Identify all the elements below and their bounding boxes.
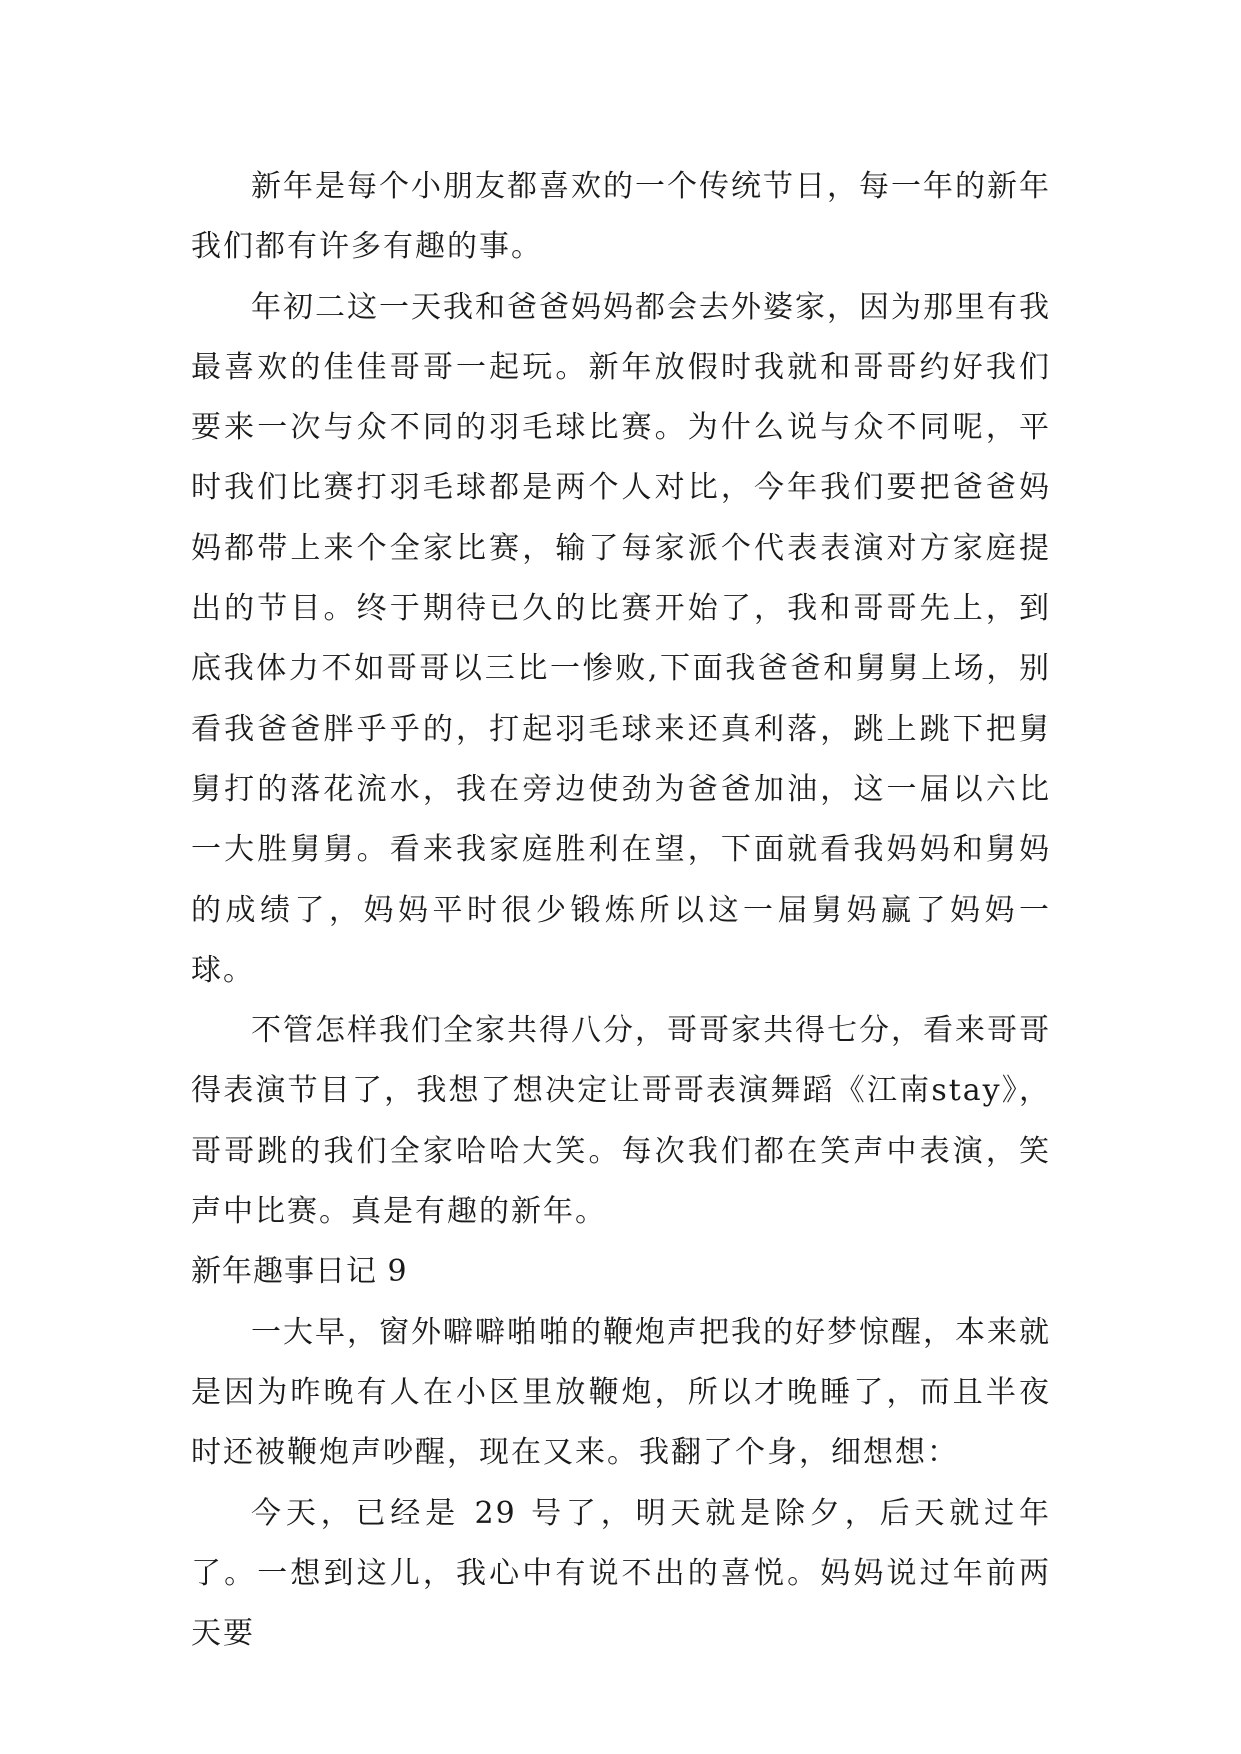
- paragraph-2: 年初二这一天我和爸爸妈妈都会去外婆家，因为那里有我最喜欢的佳佳哥哥一起玩。新年放假时我就和哥哥约好我们要来一次与众不同的羽毛球比赛。为什么说与众不同呢，平时我们比赛打羽毛球都是两个人对比，今年我们要把爸爸妈妈都带上来个全家比赛，输了每家派个代表表演对方家庭提出的节目。终于期待已久的比赛开始了，我和哥哥先上，到底我体力不如哥哥以三比一惨败,下面我爸爸和舅舅上场，别看我爸爸胖乎乎的，打起羽毛球来还真利落，跳上跳下把舅舅打的落花流水，我在旁边使劲为爸爸加油，这一届以六比一大胜舅舅。看来我家庭胜利在望，下面就看我妈妈和舅妈的成绩了，妈妈平时很少锻炼所以这一届舅妈赢了妈妈一球。: [191, 289, 1051, 988]
- section-title: 新年趣事日记 9: [191, 1254, 408, 1290]
- paragraph-3: 不管怎样我们全家共得八分，哥哥家共得七分，看来哥哥得表演节目了，我想了想决定让哥哥表演舞蹈《江南stay》，哥哥跳的我们全家哈哈大笑。每次我们都在笑声中表演，笑声中比赛。真是有趣的新年。: [191, 1013, 1051, 1230]
- paragraph-1: 新年是每个小朋友都喜欢的一个传统节日，每一年的新年我们都有许多有趣的事。: [191, 169, 1051, 265]
- paragraph-5: 今天，已经是 29 号了，明天就是除夕，后天就过年了。一想到这儿，我心中有说不出的喜悦。妈妈说过年前两天要: [191, 1495, 1051, 1652]
- document-body: [191, 157, 1051, 1664]
- paragraph-4: 一大早，窗外噼噼啪啪的鞭炮声把我的好梦惊醒，本来就是因为昨晚有人在小区里放鞭炮，所以才晚睡了，而且半夜时还被鞭炮声吵醒，现在又来。我翻了个身，细想想：: [191, 1314, 1051, 1471]
